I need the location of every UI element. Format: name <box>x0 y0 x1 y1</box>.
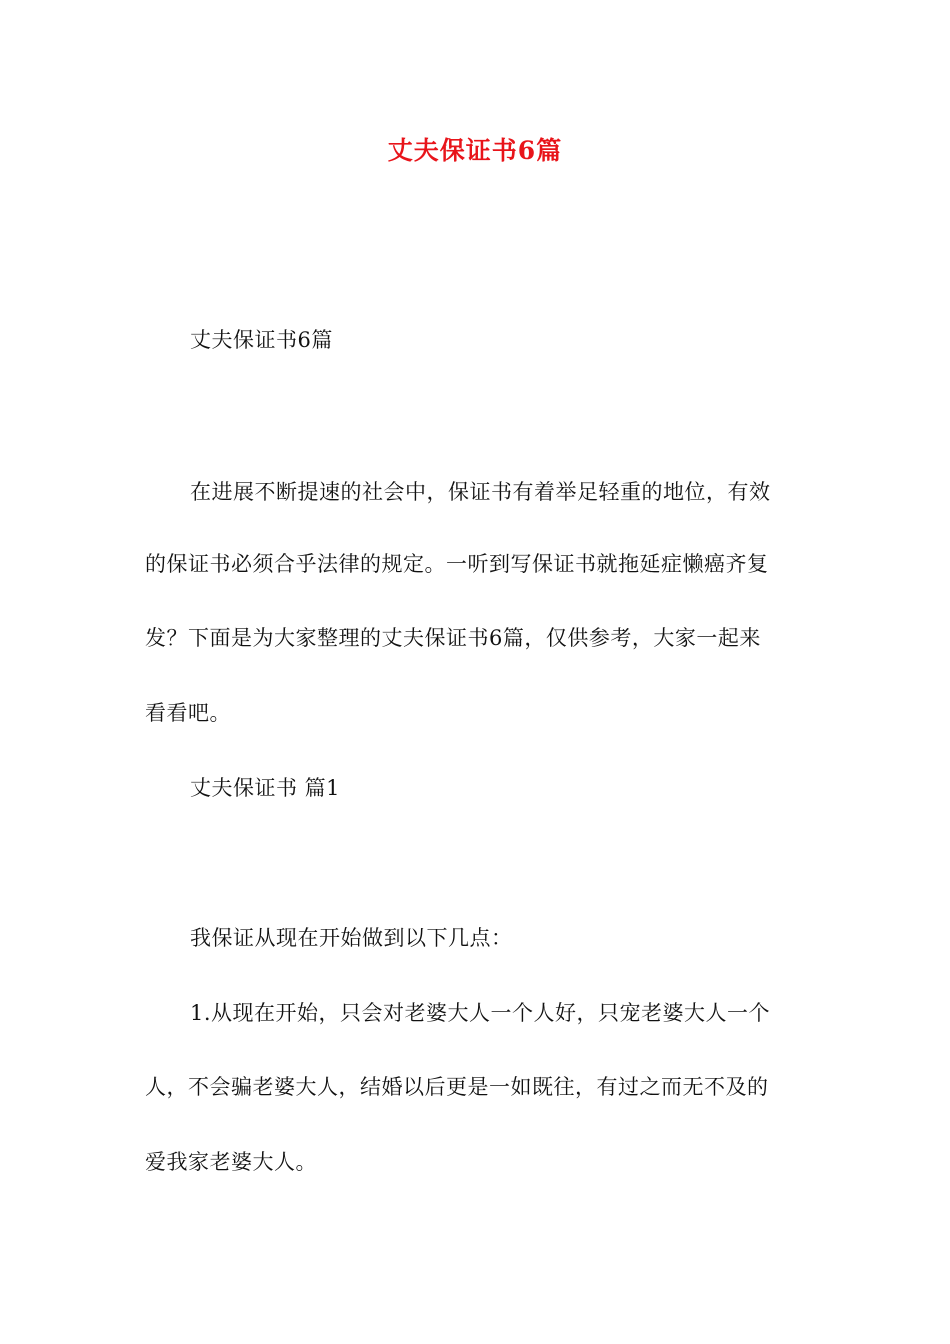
document-subtitle: 丈夫保证书6篇 <box>190 328 333 352</box>
pledge-item-line-1: 1.从现在开始，只会对老婆大人一个人好，只宠老婆大人一个 <box>190 1001 771 1025</box>
intro-line-4: 看看吧。 <box>145 701 231 725</box>
document-title: 丈夫保证书6篇 <box>387 136 563 165</box>
section-heading: 丈夫保证书 篇1 <box>190 776 341 800</box>
pledge-intro: 我保证从现在开始做到以下几点： <box>190 926 513 950</box>
intro-line-3: 发？下面是为大家整理的丈夫保证书6篇，仅供参考，大家一起来 <box>145 626 761 650</box>
intro-line-2: 的保证书必须合乎法律的规定。一听到写保证书就拖延症懒癌齐复 <box>145 552 769 576</box>
intro-line-1: 在进展不断提速的社会中，保证书有着举足轻重的地位，有效 <box>190 480 771 504</box>
pledge-item-line-3: 爱我家老婆大人。 <box>145 1150 317 1174</box>
pledge-item-line-2: 人，不会骗老婆大人，结婚以后更是一如既往，有过之而无不及的 <box>145 1075 769 1099</box>
